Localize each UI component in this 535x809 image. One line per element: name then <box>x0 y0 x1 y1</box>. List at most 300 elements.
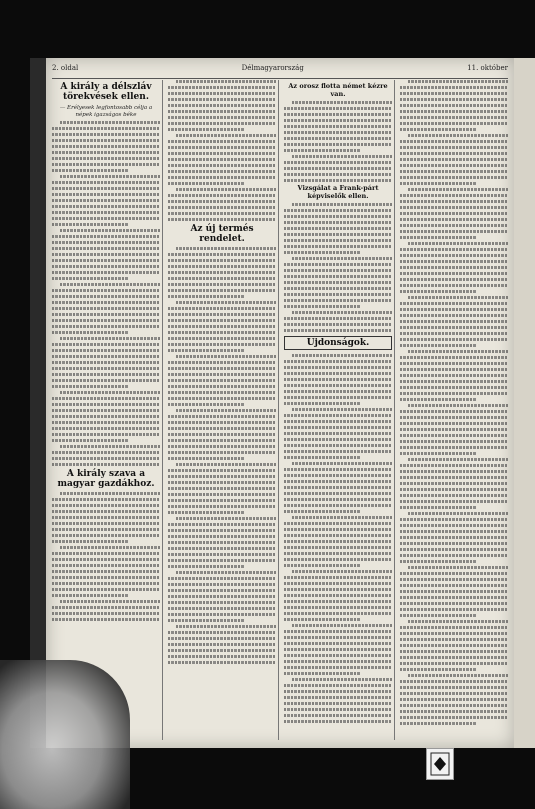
text-line <box>168 325 276 328</box>
text-line <box>176 80 276 83</box>
text-line <box>176 409 276 412</box>
text-line <box>284 486 392 489</box>
text-line <box>400 308 508 311</box>
text-line <box>284 636 392 639</box>
text-line <box>168 403 244 406</box>
text-line <box>52 139 160 142</box>
article-body <box>400 80 508 725</box>
text-line <box>284 708 392 711</box>
text-line <box>284 179 392 182</box>
text-line <box>284 317 392 320</box>
text-line <box>168 439 276 442</box>
text-line <box>400 152 508 155</box>
text-line <box>168 367 276 370</box>
text-line <box>60 391 160 394</box>
text-line <box>400 116 508 119</box>
text-line <box>168 637 276 640</box>
library-stamp-icon <box>426 748 454 780</box>
text-line <box>400 140 508 143</box>
text-line <box>284 666 392 669</box>
text-line <box>60 175 160 178</box>
text-line <box>400 590 508 593</box>
text-line <box>400 326 508 329</box>
text-line <box>284 600 392 603</box>
text-line <box>52 127 160 130</box>
text-line <box>52 379 160 382</box>
text-line <box>168 559 276 562</box>
text-line <box>168 457 244 460</box>
text-line <box>60 546 160 549</box>
text-line <box>284 281 392 284</box>
text-line <box>168 655 276 658</box>
text-line <box>400 212 508 215</box>
text-line <box>52 504 160 507</box>
column-2 <box>168 80 276 740</box>
text-line <box>168 265 276 268</box>
text-line <box>284 263 392 266</box>
text-line <box>176 355 276 358</box>
text-line <box>176 517 276 520</box>
text-line <box>284 426 392 429</box>
article-body <box>284 203 392 332</box>
text-line <box>168 451 276 454</box>
text-line <box>408 620 508 623</box>
text-line <box>168 445 276 448</box>
text-line <box>400 548 508 551</box>
text-line <box>176 301 276 304</box>
text-line <box>168 613 276 616</box>
text-line <box>400 626 508 629</box>
text-line <box>168 391 276 394</box>
text-line <box>400 488 508 491</box>
text-line <box>168 259 276 262</box>
text-line <box>168 313 276 316</box>
text-line <box>52 193 160 196</box>
text-line <box>284 396 392 399</box>
text-line <box>52 187 160 190</box>
text-line <box>168 277 276 280</box>
text-line <box>168 110 276 113</box>
text-line <box>52 433 160 436</box>
text-line <box>284 618 360 621</box>
text-line <box>176 625 276 628</box>
text-line <box>284 221 392 224</box>
text-line <box>168 619 244 622</box>
text-line <box>52 427 160 430</box>
text-line <box>168 553 276 556</box>
text-line <box>168 146 276 149</box>
text-line <box>52 618 160 621</box>
text-line <box>400 380 508 383</box>
page-number: 2. oldal <box>52 64 79 72</box>
text-line <box>168 122 276 125</box>
text-line <box>400 596 508 599</box>
text-line <box>284 125 392 128</box>
text-line <box>52 498 160 501</box>
text-line <box>400 656 508 659</box>
text-line <box>408 566 508 569</box>
text-line <box>400 278 508 281</box>
text-line <box>400 86 508 89</box>
text-line <box>176 463 276 466</box>
text-line <box>400 164 508 167</box>
text-line <box>284 444 392 447</box>
text-line <box>284 690 392 693</box>
text-line <box>168 170 276 173</box>
text-line <box>400 464 508 467</box>
text-line <box>60 445 160 448</box>
text-line <box>400 230 508 233</box>
text-line <box>284 564 360 567</box>
text-line <box>408 188 508 191</box>
text-line <box>400 578 508 581</box>
text-line <box>400 170 508 173</box>
text-line <box>284 492 392 495</box>
text-line <box>400 530 508 533</box>
text-line <box>52 145 160 148</box>
text-line <box>168 218 276 221</box>
text-line <box>60 121 160 124</box>
text-line <box>408 458 508 461</box>
text-line <box>52 211 160 214</box>
text-line <box>400 236 476 239</box>
text-line <box>52 463 160 466</box>
text-line <box>400 314 508 317</box>
text-line <box>400 446 508 449</box>
text-line <box>292 624 392 627</box>
text-line <box>168 289 276 292</box>
text-line <box>408 80 508 83</box>
text-line <box>284 287 392 290</box>
text-line <box>400 158 508 161</box>
text-line <box>168 319 276 322</box>
text-line <box>52 217 160 220</box>
text-line <box>52 349 160 352</box>
text-line <box>400 266 508 269</box>
text-line <box>284 143 392 146</box>
text-line <box>52 301 160 304</box>
text-line <box>400 368 508 371</box>
text-line <box>168 206 276 209</box>
text-line <box>52 271 160 274</box>
text-line <box>400 650 508 653</box>
text-line <box>284 227 392 230</box>
text-line <box>400 698 508 701</box>
text-line <box>168 158 276 161</box>
text-line <box>284 576 392 579</box>
text-line <box>292 203 392 206</box>
text-line <box>52 576 160 579</box>
text-line <box>168 601 276 604</box>
text-line <box>284 209 392 212</box>
text-line <box>400 716 508 719</box>
text-line <box>60 492 160 495</box>
text-line <box>284 390 392 393</box>
text-line <box>168 140 276 143</box>
text-line <box>400 218 508 221</box>
text-line <box>168 643 276 646</box>
text-line <box>400 536 508 539</box>
text-line <box>168 481 276 484</box>
text-line <box>168 283 276 286</box>
article-headline: Vizsgálat a Frank-párt képviselők ellen. <box>297 184 379 200</box>
text-line <box>284 414 392 417</box>
article-headline: A király a délszláv törekvések ellen. <box>60 82 152 102</box>
text-line <box>292 257 392 260</box>
text-line <box>168 337 276 340</box>
text-line <box>400 290 476 293</box>
text-line <box>400 602 508 605</box>
text-line <box>284 510 360 513</box>
text-line <box>292 354 392 357</box>
text-line <box>168 212 276 215</box>
text-line <box>168 529 276 532</box>
text-line <box>400 434 508 437</box>
text-line <box>52 199 160 202</box>
text-line <box>284 702 392 705</box>
text-line <box>168 200 276 203</box>
text-line <box>400 710 508 713</box>
issue-date: 11. október <box>467 64 508 72</box>
text-line <box>284 384 392 387</box>
text-line <box>284 498 392 501</box>
text-line <box>168 511 244 514</box>
text-line <box>168 361 276 364</box>
newspaper-page <box>46 58 514 748</box>
text-line <box>284 372 392 375</box>
text-line <box>284 612 392 615</box>
text-line <box>400 722 476 725</box>
text-line <box>284 642 392 645</box>
text-line <box>168 379 276 382</box>
text-line <box>400 608 508 611</box>
text-line <box>52 265 160 268</box>
text-line <box>284 606 392 609</box>
text-line <box>400 224 508 227</box>
text-line <box>52 277 128 280</box>
text-line <box>400 704 508 707</box>
text-line <box>292 462 392 465</box>
text-line <box>284 167 392 170</box>
text-line <box>400 98 508 101</box>
text-line <box>284 378 392 381</box>
text-line <box>168 499 276 502</box>
column-rule <box>162 80 163 740</box>
text-line <box>400 374 508 377</box>
text-line <box>284 161 392 164</box>
running-header <box>52 64 508 79</box>
text-line <box>168 595 276 598</box>
text-line <box>52 313 160 316</box>
text-line <box>284 402 360 405</box>
text-line <box>52 421 160 424</box>
text-line <box>284 233 392 236</box>
text-line <box>400 302 508 305</box>
text-line <box>168 373 276 376</box>
text-line <box>176 134 276 137</box>
text-line <box>52 247 160 250</box>
text-line <box>52 570 160 573</box>
text-line <box>52 552 160 555</box>
text-line <box>168 547 276 550</box>
text-line <box>52 223 128 226</box>
text-line <box>284 360 392 363</box>
text-line <box>168 535 276 538</box>
text-line <box>400 398 476 401</box>
column-1 <box>52 80 160 740</box>
text-line <box>400 110 508 113</box>
text-line <box>168 649 276 652</box>
text-line <box>284 696 392 699</box>
text-line <box>408 350 508 353</box>
text-line <box>408 134 508 137</box>
text-line <box>400 494 508 497</box>
text-line <box>400 614 476 617</box>
text-line <box>400 662 508 665</box>
text-line <box>400 506 476 509</box>
text-line <box>400 524 508 527</box>
text-line <box>52 415 160 418</box>
text-line <box>52 259 160 262</box>
text-line <box>400 584 508 587</box>
text-line <box>400 632 508 635</box>
text-line <box>400 92 508 95</box>
text-line <box>400 260 508 263</box>
text-line <box>284 468 392 471</box>
text-line <box>52 612 160 615</box>
text-line <box>284 305 360 308</box>
text-line <box>400 452 476 455</box>
text-line <box>52 594 128 597</box>
text-line <box>168 104 276 107</box>
text-line <box>400 344 476 347</box>
text-line <box>408 512 508 515</box>
text-line <box>400 104 508 107</box>
text-line <box>400 428 508 431</box>
text-line <box>284 366 392 369</box>
text-line <box>284 269 392 272</box>
text-line <box>168 523 276 526</box>
text-line <box>52 253 160 256</box>
column-rule <box>278 80 279 740</box>
text-line <box>52 367 160 370</box>
text-line <box>168 98 276 101</box>
text-line <box>52 457 160 460</box>
text-line <box>60 283 160 286</box>
text-line <box>60 600 160 603</box>
section-heading-box: Ujdonságok. <box>284 336 392 350</box>
text-line <box>400 644 508 647</box>
text-line <box>168 469 276 472</box>
text-line <box>284 558 392 561</box>
text-line <box>284 714 392 717</box>
text-line <box>292 570 392 573</box>
text-line <box>52 319 160 322</box>
text-line <box>284 720 392 723</box>
text-line <box>292 155 392 158</box>
text-line <box>52 522 160 525</box>
text-line <box>52 403 160 406</box>
text-line <box>168 475 276 478</box>
text-line <box>168 541 276 544</box>
text-line <box>400 476 508 479</box>
text-line <box>284 251 360 254</box>
text-line <box>284 323 392 326</box>
text-line <box>292 516 392 519</box>
text-line <box>408 674 508 677</box>
text-line <box>284 456 360 459</box>
text-line <box>52 343 160 346</box>
text-line <box>284 660 392 663</box>
text-line <box>284 588 392 591</box>
text-line <box>292 678 392 681</box>
text-line <box>168 487 276 490</box>
article-headline: Az orosz flotta német kézre van. <box>288 82 388 98</box>
text-line <box>52 606 160 609</box>
text-line <box>168 631 276 634</box>
text-line <box>168 194 276 197</box>
text-line <box>408 242 508 245</box>
text-line <box>168 397 276 400</box>
scanner-hand <box>0 660 130 809</box>
text-line <box>52 439 128 442</box>
text-line <box>400 356 508 359</box>
text-line <box>284 239 392 242</box>
text-line <box>176 571 276 574</box>
text-line <box>52 451 160 454</box>
text-line <box>284 552 392 555</box>
text-line <box>400 176 508 179</box>
text-line <box>284 215 392 218</box>
text-line <box>284 149 360 152</box>
text-line <box>284 474 392 477</box>
text-line <box>168 295 244 298</box>
text-line <box>284 119 392 122</box>
column-rule <box>394 80 395 740</box>
text-line <box>168 433 276 436</box>
text-line <box>400 668 476 671</box>
text-line <box>52 241 160 244</box>
text-line <box>168 86 276 89</box>
text-line <box>52 510 160 513</box>
text-line <box>168 164 276 167</box>
text-line <box>400 692 508 695</box>
text-line <box>284 540 392 543</box>
text-line <box>284 299 392 302</box>
text-line <box>52 516 160 519</box>
text-line <box>284 275 392 278</box>
article-body <box>52 121 160 466</box>
text-line <box>284 245 392 248</box>
text-line <box>284 504 392 507</box>
text-line <box>52 151 160 154</box>
text-line <box>168 128 244 131</box>
text-line <box>284 630 392 633</box>
text-line <box>60 229 160 232</box>
text-line <box>168 349 244 352</box>
text-line <box>168 331 276 334</box>
text-line <box>400 416 508 419</box>
text-line <box>52 169 128 172</box>
text-line <box>400 392 508 395</box>
text-line <box>284 131 392 134</box>
text-line <box>168 385 276 388</box>
text-line <box>52 558 160 561</box>
text-line <box>400 272 508 275</box>
text-line <box>176 188 276 191</box>
text-line <box>168 661 276 664</box>
masthead-title: Délmagyarország <box>241 64 304 72</box>
